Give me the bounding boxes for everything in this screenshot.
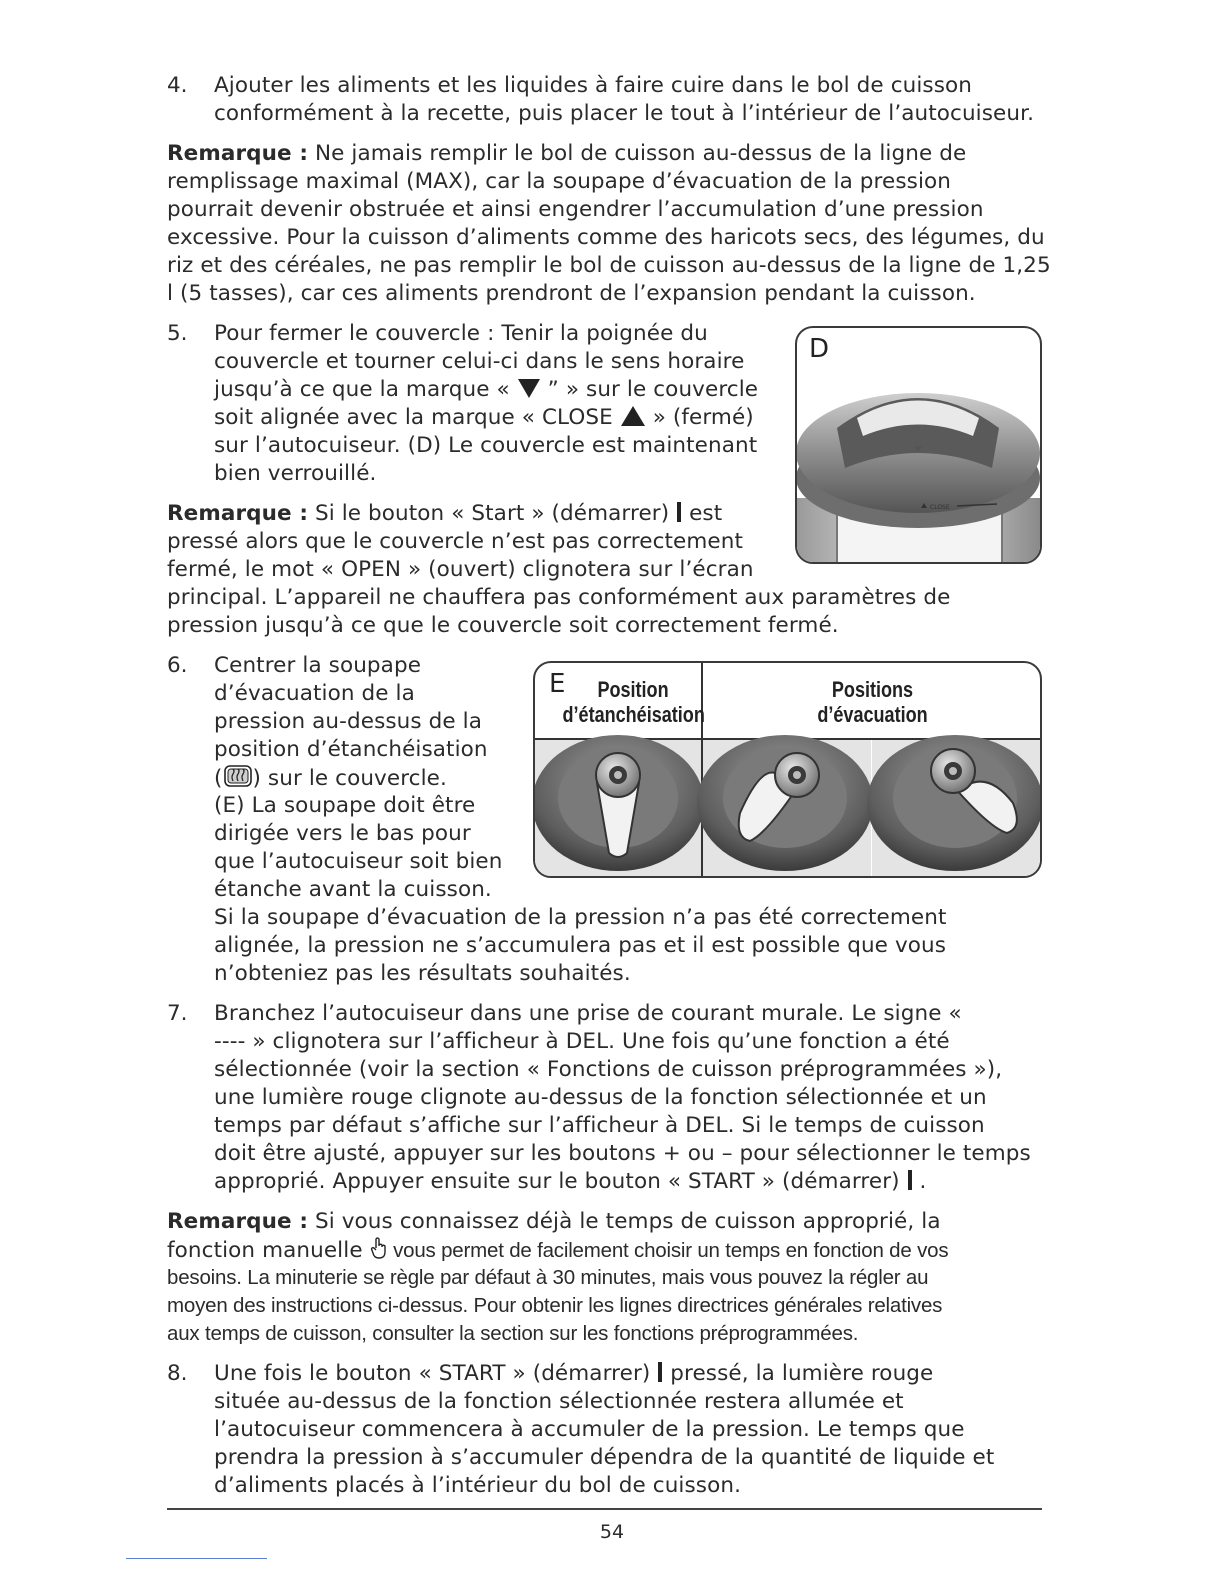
step-6-line: n’obteniez pas les résultats souhaités. xyxy=(214,961,631,986)
step-5-line: bien verrouillé. xyxy=(214,461,377,486)
note-label: Remarque : xyxy=(167,1209,309,1234)
step-8-line: prendra la pression à s’accumuler dépendra de la quantité de liquide et xyxy=(214,1445,995,1470)
cooker-lid-illustration xyxy=(797,328,1040,562)
note-2-line: fermé, le mot « OPEN » (ouvert) clignotera sur l’écran xyxy=(167,557,754,582)
step-8-line: l’autocuiseur commencera à accumuler de la pression. Le temps que xyxy=(214,1417,965,1442)
step-5-line: jusqu’à ce que la marque « ” » sur le couvercle xyxy=(214,377,759,402)
sealing-position-header: Position d’étanchéisation xyxy=(562,677,705,727)
note-3-line: besoins. La minuterie se règle par défaut à 30 minutes, mais vous pouvez la régler au xyxy=(167,1266,929,1289)
step-5-line: Pour fermer le couvercle : Tenir la poignée du xyxy=(214,321,708,346)
note-2-line: principal. L’appareil ne chauffera pas conformément aux paramètres de xyxy=(167,585,951,610)
step-8-line: située au-dessus de la fonction sélectionnée restera allumée et xyxy=(214,1389,904,1414)
figure-e xyxy=(533,661,1042,878)
hand-pointer-icon xyxy=(370,1236,388,1260)
note-label: Remarque : xyxy=(167,141,309,166)
note-1-line: excessive. Pour la cuisson d’aliments comme des haricots secs, des légumes, du xyxy=(167,225,1045,250)
step-7-line: temps par défaut s’affiche sur l’afficheur à DEL. Si le temps de cuisson xyxy=(214,1113,985,1138)
step-4-line: conformément à la recette, puis placer le tout à l’intérieur de l’autocuiseur. xyxy=(214,101,1035,126)
note-label: Remarque : xyxy=(167,501,309,526)
step-8-line: d’aliments placés à l’intérieur du bol de cuisson. xyxy=(214,1473,742,1498)
note-1-line: riz et des céréales, ne pas remplir le bol de cuisson au-dessus de la ligne de 1,25 xyxy=(167,253,1051,278)
figure-letter: D xyxy=(809,334,830,364)
decorative-line xyxy=(126,1558,267,1559)
step-7-line: une lumière rouge clignote au-dessus de la fonction sélectionnée et un xyxy=(214,1085,987,1110)
step-number: 7. xyxy=(167,1001,188,1026)
step-8-line: Une fois le bouton « START » (démarrer) pressé, la lumière rouge xyxy=(214,1361,934,1386)
note-2-line: Remarque : Si le bouton « Start » (démarrer) est xyxy=(167,501,723,526)
step-7-line: sélectionnée (voir la section « Fonctions de cuisson préprogrammées »), xyxy=(214,1057,1003,1082)
step-7-line: approprié. Appuyer ensuite sur le bouton « START » (démarrer) . xyxy=(214,1169,927,1194)
step-5-line: sur l’autocuiseur. (D) Le couvercle est maintenant xyxy=(214,433,758,458)
step-6-line: que l’autocuiseur soit bien xyxy=(214,849,503,874)
step-7-line: doit être ajusté, appuyer sur les boutons + ou – pour sélectionner le temps xyxy=(214,1141,1031,1166)
step-number: 6. xyxy=(167,653,188,678)
step-7-line: Branchez l’autocuiseur dans une prise de courant murale. Le signe « xyxy=(214,1001,962,1026)
note-1-line: remplissage maximal (MAX), car la soupape d’évacuation de la pression xyxy=(167,169,951,194)
note-2-line: pressé alors que le couvercle n’est pas correctement xyxy=(167,529,743,554)
step-6-line: d’évacuation de la xyxy=(214,681,415,706)
step-6-line: Centrer la soupape xyxy=(214,653,422,678)
footer-divider xyxy=(167,1508,1042,1510)
note-3-line: Remarque : Si vous connaissez déjà le temps de cuisson approprié, la xyxy=(167,1209,941,1234)
figure-letter: E xyxy=(549,669,566,699)
step-6-line: (E) La soupape doit être xyxy=(214,793,476,818)
step-number: 5. xyxy=(167,321,188,346)
step-7-line: ---- » clignotera sur l’afficheur à DEL. Une fois qu’une fonction a été xyxy=(214,1029,950,1054)
note-3-line: fonction manuelle vous permet de facilement choisir un temps en fonction de vos xyxy=(167,1238,949,1263)
step-6-line: ( ) sur le couvercle. xyxy=(214,766,447,791)
step-6-line: Si la soupape d’évacuation de la pression n’a pas été correctement xyxy=(214,905,947,930)
note-1-line: Remarque : Ne jamais remplir le bol de cuisson au-dessus de la ligne de xyxy=(167,141,967,166)
note-3-line: aux temps de cuisson, consulter la section sur les fonctions préprogrammées. xyxy=(167,1322,859,1345)
step-6-line: alignée, la pression ne s’accumulera pas et il est possible que vous xyxy=(214,933,947,958)
up-triangle-icon xyxy=(620,405,646,427)
close-mark-label: CLOSE xyxy=(930,504,950,511)
step-number: 8. xyxy=(167,1361,188,1386)
step-6-line: pression au-dessus de la xyxy=(214,709,482,734)
step-number: 4. xyxy=(167,73,188,98)
page-number: 54 xyxy=(599,1521,625,1543)
note-2-line: pression jusqu’à ce que le couvercle soit correctement fermé. xyxy=(167,613,839,638)
seal-steam-icon xyxy=(223,764,253,788)
step-4-line: Ajouter les aliments et les liquides à faire cuire dans le bol de cuisson xyxy=(214,73,972,98)
step-5-line: couvercle et tourner celui-ci dans le sens horaire xyxy=(214,349,745,374)
note-1-line: pourrait devenir obstruée et ainsi engendrer l’accumulation d’une pression xyxy=(167,197,984,222)
note-1-line: l (5 tasses), car ces aliments prendront de l’expansion pendant la cuisson. xyxy=(167,281,976,306)
step-5-line: soit alignée avec la marque « CLOSE » (fermé) xyxy=(214,405,754,430)
step-6-line: position d’étanchéisation xyxy=(214,737,488,762)
release-positions-header: Positions d’évacuation xyxy=(817,677,928,727)
down-triangle-icon xyxy=(517,377,541,399)
note-3-line: moyen des instructions ci-dessus. Pour obtenir les lignes directrices générales relatives xyxy=(167,1294,943,1317)
step-6-line: étanche avant la cuisson. xyxy=(214,877,492,902)
figure-d xyxy=(795,326,1042,564)
step-6-line: dirigée vers le bas pour xyxy=(214,821,471,846)
